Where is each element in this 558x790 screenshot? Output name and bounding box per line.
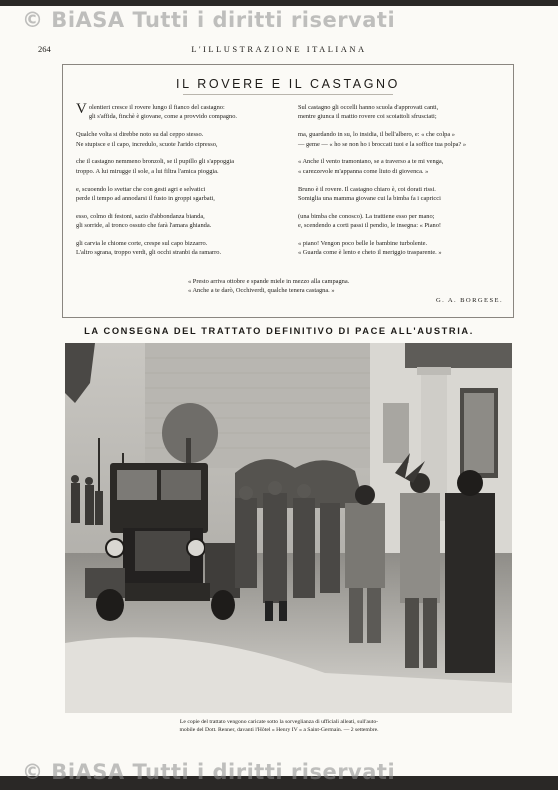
poem-line: e, scendendo a corti passi il pendio, le insegna: « Piano! <box>298 222 442 230</box>
poem-left-column <box>76 103 271 266</box>
poem-line: « Guarda come è lento e cheto il meriggio trasparente. » <box>298 249 442 257</box>
watermark-top: © BiASA Tutti i diritti riservati <box>22 8 396 32</box>
poem-line: « piano! Vengon poco belle le bambine turbolente. <box>298 240 428 248</box>
poem-line: gli sorride, al tronco ossuto che farà l'amara ghianda. <box>76 222 212 230</box>
caption-line: mobile del Dott. Renner, davanti l'Hôtel « Henry IV » a Saint-Germain. — 2 settembre. <box>179 727 379 733</box>
news-photograph <box>65 343 512 713</box>
poem-line: ma, guardando in su, lo insidia, il bell'albero, e: « che colpa » <box>298 131 455 139</box>
scan-edge-top <box>0 0 558 6</box>
poem-stanza <box>298 103 493 122</box>
poem-line: Ne stupisce e il capo, incredulo, scuote l'arido cipresso, <box>76 140 218 148</box>
poem-line: « Anche a te darò, Occhiverdi, qualche tenera castagna. » <box>188 287 335 295</box>
poem-stanza <box>76 157 271 176</box>
poem-line: (una bimba che conosco). La trattiene esso per mano; <box>298 212 435 220</box>
poem-stanza <box>298 157 493 176</box>
poem-line: « Presto arriva ottobre e spande miele in mezzo alla campagna. <box>188 278 350 285</box>
poem-stanza <box>76 239 271 258</box>
poem-stanza <box>298 212 493 231</box>
poem-line: — geme — « ho se non ho i broccati tuoi e la soffice tua polpa? » <box>298 140 467 148</box>
poem-title: IL ROVERE E IL CASTAGNO <box>176 77 400 91</box>
poem-line: gli carvia le chiome corte, crespe sul capo bizzarro. <box>76 240 208 248</box>
poem-right-column <box>298 103 493 266</box>
poem-line: olentieri cresce il rovere lungo il fianco del castagno: <box>88 104 225 111</box>
poem-stanza <box>76 130 271 149</box>
page-number: 264 <box>38 44 51 54</box>
poem-line: « carezzevole m'appanna come liuto di giovenca. » <box>298 167 429 175</box>
poem-line: Sul castagno gli occelli hanno scuola d'approvati canti, <box>298 104 439 111</box>
poem-line: gli s'affida, finchè è giovane, come a provvido compagno. <box>88 113 237 121</box>
poem-stanza <box>298 185 493 204</box>
poem-line: Somiglia una mamma giovane cui la bimba fa i capricci <box>298 195 441 203</box>
watermark-bottom: © BiASA Tutti i diritti riservati <box>22 760 396 784</box>
poem-line: che il castagno nemmeno bronzoli, se il pupillo gli s'appoggia <box>76 158 235 166</box>
poem-line: esso, colmo di festoni, sazio d'abbondanza bianda, <box>76 212 205 220</box>
poem-line: Qualche volta si direbbe noto su dal ceppo stesso. <box>76 131 204 139</box>
drop-cap: V <box>76 101 87 117</box>
poem-line: Bruno è il rovere. Il castagno chiaro è, coi dorati rissi. <box>298 185 436 193</box>
poem-box <box>62 64 514 318</box>
poem-closing <box>188 277 349 296</box>
poem-stanza <box>76 185 271 204</box>
poem-signature: G. A. BORGESE. <box>435 297 503 304</box>
running-head <box>38 44 520 58</box>
poem-line: troppo. A lui mirugge il sole, a lui filtra l'amica pioggia. <box>76 167 219 175</box>
photograph-illustration <box>65 343 512 713</box>
caption-line: Le copie del trattato vengono caricate sotto la sorveglianza di ufficiali alleati, sull'auto- <box>179 719 379 725</box>
poem-title-rule <box>183 94 393 95</box>
poem-line: e, scuoendo lo svettar che con gesti agri e selvatici <box>76 185 206 193</box>
journal-title: L'ILLUSTRAZIONE ITALIANA <box>191 44 367 54</box>
poem-line: « Anche il vento tramontano, se a traverso a te mi venga, <box>298 158 444 166</box>
poem-stanza <box>76 212 271 231</box>
poem-stanza <box>298 130 493 149</box>
poem-line: perde il tempo ad annodarsi il fusto in groppi sgarbati, <box>76 195 215 203</box>
poem-line: mentre giunca il mattio rovere coi scoiattoli sfrusciati; <box>298 113 437 121</box>
poem-stanza <box>298 239 493 258</box>
photo-caption <box>100 718 458 734</box>
poem-line: L'altro sgrana, troppo verdi, gli occhi stranbi da ramarro. <box>76 249 222 257</box>
poem-stanza <box>76 103 271 122</box>
photo-headline: LA CONSEGNA DEL TRATTATO DEFINITIVO DI PACE ALL'AUSTRIA. <box>84 326 474 336</box>
